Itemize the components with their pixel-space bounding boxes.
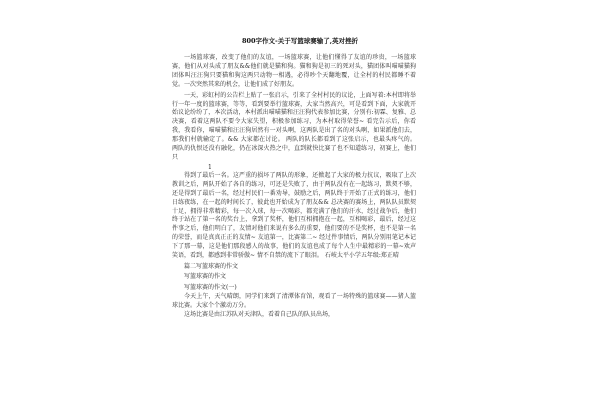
document-body	[172, 54, 416, 320]
section-heading: 写篮球赛的作文	[184, 273, 227, 281]
paragraph: 今天上午，天气晴朗，同学们来到了清潭体育馆，观看了一场特殊的篮球赛——猪人篮球比赛。大家个个激动万分。	[172, 293, 416, 310]
document-title: 800字作文-关于写篮球赛输了,英对挫折	[241, 37, 359, 45]
section-heading: 写篮球赛的作文(一)	[184, 283, 237, 291]
page-number-marker: 1	[208, 163, 212, 171]
paragraph: 这场比赛是由江苏队对天津队，看着自己队的队员出场，	[184, 311, 335, 319]
paragraph: 一天，彩虹村的公告栏上贴了一张启示，引来了全村村民的议论，上面写着:本村即将举行一年一度的篮球赛，等等，看到要举行篮球赛，大家当然高兴，可是看到下面，大家就开始议论纷纷了，本次活动，本村派出喵喵猫和汪汪狗代表参加比赛，分别有:初霖、复雅、总决赛，看着这两队不要令大家失望，积极参加练习，为本村取得荣誉~ 看完告示后，你看我，我看你，喵喵猫和汪汪狗居然有一对头啊，这两队是出了名的对头啊，如果派他们去，那我们村就输定了。&& 大家都在讨论。 两队的队长都看到了这张启示，也最头疼气的。 两队的仇恨还没有融化，仍在冰深火热之中，直到就快比赛了也不知道练习，初赛上，他们只	[172, 91, 416, 161]
paragraph: 一场篮球赛，改变了他们的友谊，一场篮球赛，让他们懂得了友谊的珍贵，一场篮球赛，他们从对头成了朋友&&他们就是猫和狗。猫和狗是初三的死对头，猫团体叫喵喵猫狗团体叫汪汪狗只要猫和狗这两只动物一相遇，必得吵个天翻地覆，让全村的村民都睡不着觉。一次突然其来的机会，让他们成了好朋友。	[172, 54, 416, 88]
section-heading: 篇二写篮球赛的作文	[184, 262, 239, 270]
paragraph: 得到了最后一名。这严重的损坏了两队的形象，还掀起了大家的极力抗议，吸取了上次教训之后，两队开始了各自的练习，可还是失败了，由于两队没有在一起练习，默契不够，还是得到了最后一名，经过村民们一番劝导，鼓励之后，两队终于开始了正式的练习，他们日练夜练，在一起的时间长了，彼此也开始成为了朋友&& 总决赛的赛场上，两队队员默契十足，拥得非常精彩，每一次入球，每一次喝彩，都充满了他们的汗水，经过战争后，他们终于站在了第一名的奖台上，拿到了奖杯，他们互相拥抱在一起，互相喝彩，最后，经过这件事之后，他们明白了，友情对他们来说有多么的重要，他们要的不是奖杯，也不是第一名的荣誉，而是真真正正的友情~ 友谊第一，比赛第二~ 经过件事情后，两队分别用笔记本记下了那一幕，这是他们那段感人的故事，他们的友谊也成了每个人生中最精彩的一幕~欢声笑语，看到，都感到非常骄傲~ 情不自禁的流下了眼泪。 石岐太平小学五年级:郑正晴	[172, 171, 416, 260]
